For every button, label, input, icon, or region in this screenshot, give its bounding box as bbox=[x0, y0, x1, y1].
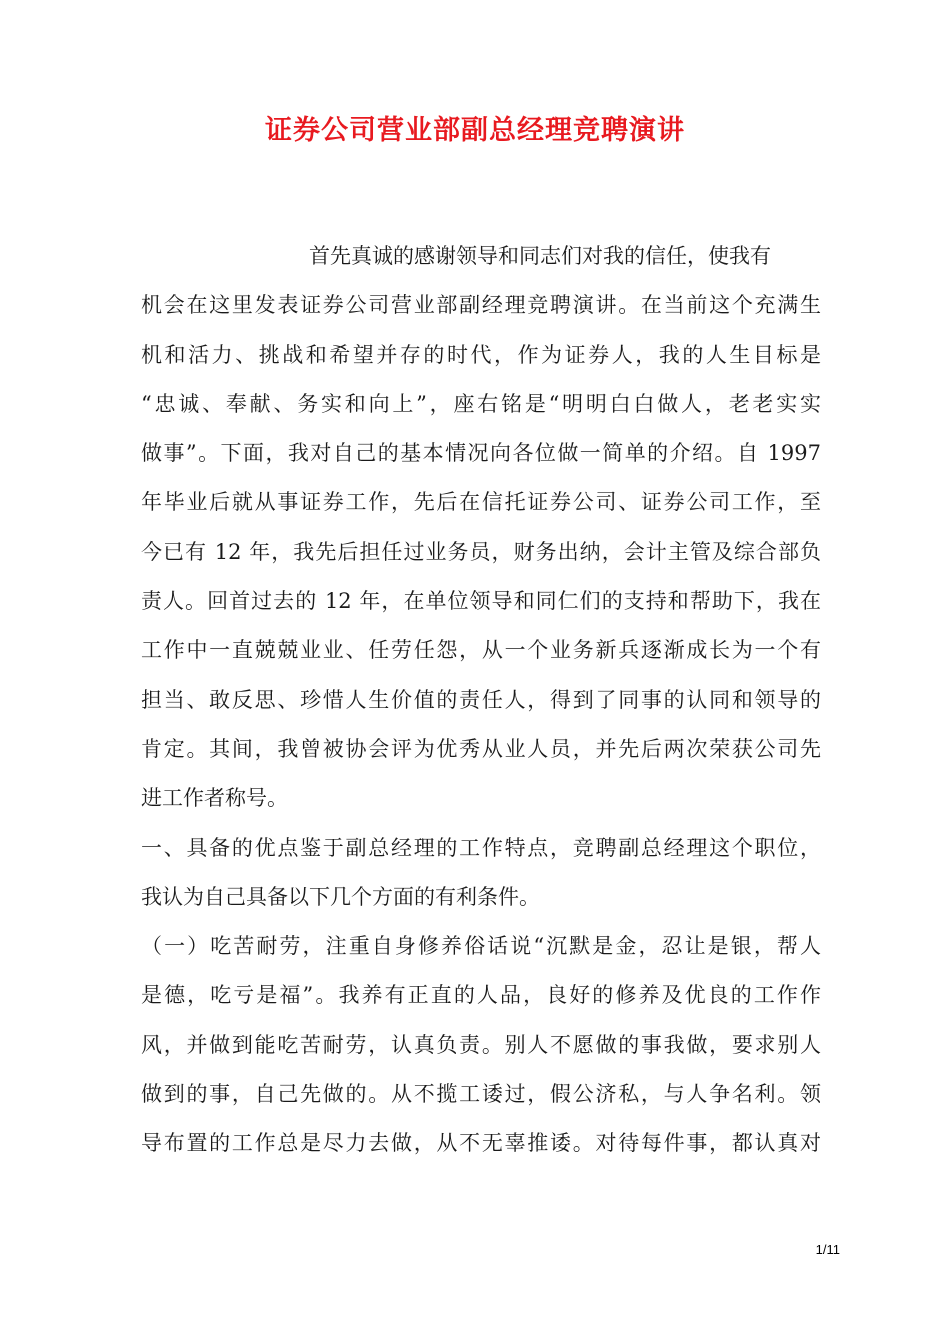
text-line: 首先真诚的感谢领导和同志们对我的信任，使我有 bbox=[309, 244, 771, 268]
text-line: 今已有 12 年，我先后担任过业务员，财务出纳，会计主管及综合部负 bbox=[141, 539, 821, 564]
text-line: 做到的事，自己先做的。从不揽工诿过，假公济私，与人争名利。领 bbox=[141, 1082, 821, 1107]
section-heading-line: 一、具备的优点鉴于副总经理的工作特点，竞聘副总经理这个职位， bbox=[141, 835, 821, 860]
text-line: 导布置的工作总是尽力去做，从不无辜推诿。对待每件事，都认真对 bbox=[141, 1131, 821, 1156]
text-line: 机会在这里发表证券公司营业部副经理竞聘演讲。在当前这个充满生 bbox=[141, 293, 821, 318]
text-line: “忠诚、奉献、务实和向上”，座右铭是“明明白白做人，老老实实 bbox=[141, 391, 821, 416]
text-line: 风，并做到能吃苦耐劳，认真负责。别人不愿做的事我做，要求别人 bbox=[141, 1032, 821, 1057]
text-line: 是德，吃亏是福”。我养有正直的人品，良好的修养及优良的工作作 bbox=[141, 983, 821, 1008]
page-number: 1/11 bbox=[815, 1242, 840, 1257]
text-line: 责人。回首过去的 12 年，在单位领导和同仁们的支持和帮助下，我在 bbox=[141, 589, 821, 614]
text-line: 工作中一直兢兢业业、任劳任怨，从一个业务新兵逐渐成长为一个有 bbox=[141, 638, 821, 663]
text-line: 担当、敢反思、珍惜人生价值的责任人，得到了同事的认同和领导的 bbox=[141, 687, 821, 712]
text-line: 做事”。下面，我对自己的基本情况向各位做一简单的介绍。自 1997 bbox=[141, 441, 821, 466]
text-line: 肯定。其间，我曾被协会评为优秀从业人员，并先后两次荣获公司先 bbox=[141, 736, 821, 761]
text-line: 年毕业后就从事证券工作，先后在信托证券公司、证券公司工作，至 bbox=[141, 490, 821, 515]
text-line: 进工作者称号。 bbox=[141, 786, 288, 811]
document-body bbox=[141, 232, 821, 1169]
text-line: 机和活力、挑战和希望并存的时代，作为证券人，我的人生目标是 bbox=[141, 342, 821, 367]
text-line: 我认为自己具备以下几个方面的有利条件。 bbox=[141, 884, 540, 909]
subsection-heading-line: （一）吃苦耐劳，注重自身修养俗话说“沉默是金，忍让是银，帮人 bbox=[141, 934, 821, 959]
document-title: 证券公司营业部副总经理竞聘演讲 bbox=[265, 115, 685, 146]
